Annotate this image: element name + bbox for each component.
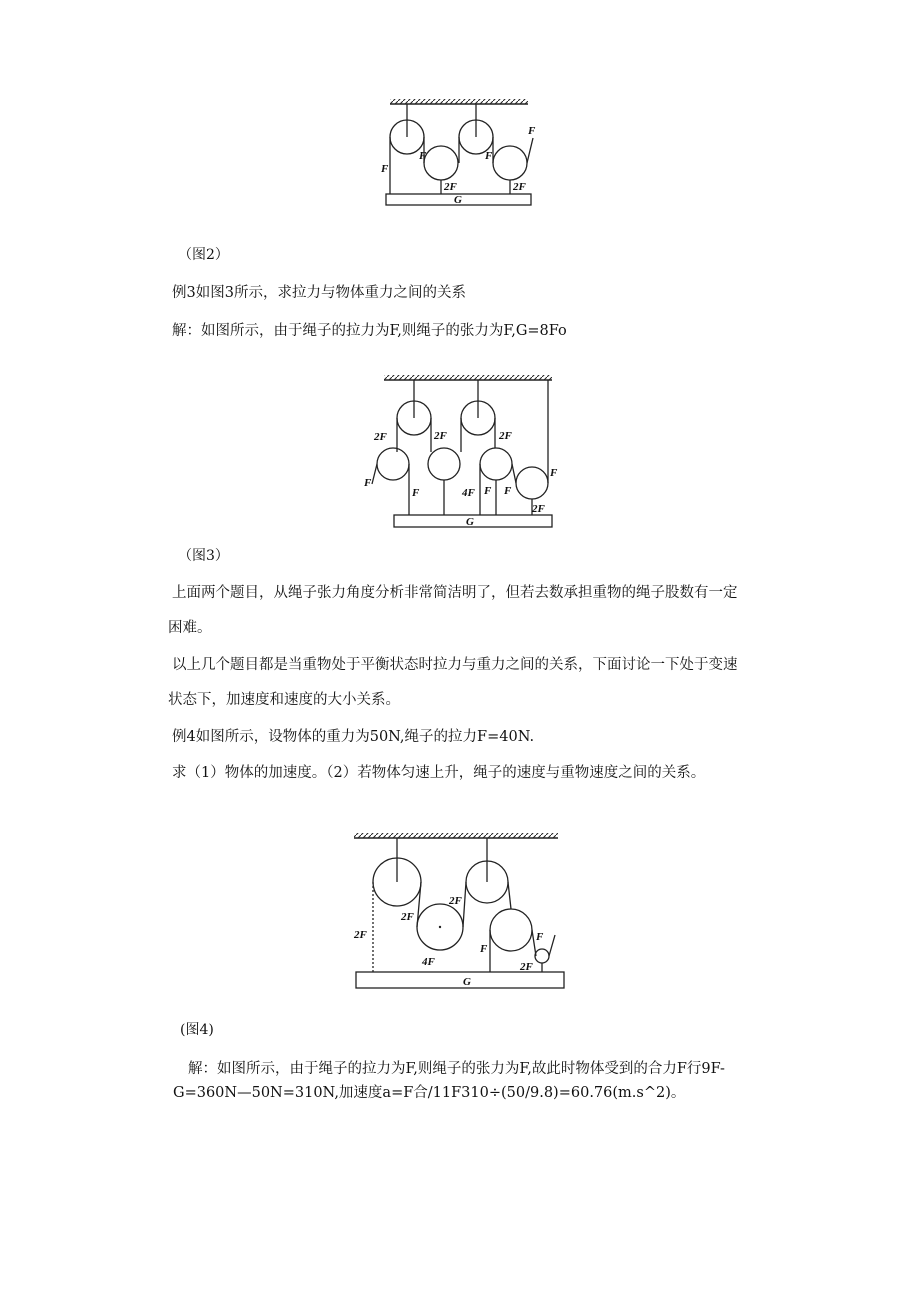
- text-line: 解：如图所示，由于绳子的拉力为F,则绳子的张力为F,故此时物体受到的合力F行9F-: [188, 1061, 725, 1077]
- discussion-paragraph-2: [168, 654, 738, 711]
- text-line: 上面两个题目，从绳子张力角度分析非常简洁明了，但若去数承担重物的绳子股数有一定: [172, 585, 738, 601]
- pulley: [428, 448, 460, 480]
- pulley: [493, 146, 527, 180]
- force-label: F: [550, 467, 558, 479]
- figure-3-caption: （图3）: [178, 548, 229, 564]
- force-label: 2F: [499, 430, 512, 442]
- figure-3: [362, 372, 562, 534]
- example-3-title: 例3如图3所示，求拉力与物体重力之间的关系: [172, 285, 466, 301]
- force-label: 2F: [532, 503, 545, 515]
- force-label: F: [504, 485, 512, 497]
- figure-4-caption: (图4): [180, 1022, 214, 1038]
- pulley: [516, 467, 548, 499]
- load-label: G: [463, 976, 471, 988]
- force-label: F: [485, 150, 493, 162]
- force-label: 4F: [462, 487, 475, 499]
- force-label: F: [381, 163, 389, 175]
- figure-2-diagram: [378, 96, 538, 211]
- force-label: 2F: [374, 431, 387, 443]
- text-line: G=360N—50N=310N,加速度a=F合/11F310÷(50/9.8)=60.76(m.s^2)。: [173, 1085, 686, 1101]
- force-label: F: [536, 931, 544, 943]
- force-label: 4F: [422, 956, 435, 968]
- figure-4: [346, 830, 571, 995]
- example-4-question: 求（1）物体的加速度。（2）若物体匀速上升，绳子的速度与重物速度之间的关系。: [172, 765, 706, 781]
- load-block: [356, 972, 564, 988]
- force-label: 2F: [513, 181, 526, 193]
- figure-2-caption: （图2）: [178, 247, 229, 263]
- figure-4-diagram: [346, 830, 571, 995]
- text-line: 状态下，加速度和速度的大小关系。: [168, 692, 400, 708]
- example-3-solution: 解：如图所示，由于绳子的拉力为F,则绳子的张力为F,G=8Fo: [172, 323, 567, 339]
- force-label: F: [364, 477, 372, 489]
- text-line: 以上几个题目都是当重物处于平衡状态时拉力与重力之间的关系，下面讨论一下处于变速: [172, 657, 738, 673]
- force-label: 2F: [354, 929, 367, 941]
- text-line: 困难。: [168, 620, 212, 636]
- figure-2: [378, 96, 538, 211]
- load-label: G: [454, 194, 462, 206]
- discussion-paragraph-1: [168, 582, 738, 639]
- example-4-title: 例4如图所示，设物体的重力为50N,绳子的拉力F=40N.: [172, 729, 535, 745]
- load-label: G: [466, 516, 474, 528]
- force-label: 2F: [520, 961, 533, 973]
- pulley: [424, 146, 458, 180]
- force-label: F: [528, 125, 536, 137]
- force-label: 2F: [444, 181, 457, 193]
- solution-4: [173, 1058, 725, 1104]
- force-label: 2F: [434, 430, 447, 442]
- force-label: F: [412, 487, 420, 499]
- pulley: [480, 448, 512, 480]
- force-label: 2F: [401, 911, 414, 923]
- force-label: F: [484, 485, 492, 497]
- small-pulley: [535, 949, 549, 963]
- pulley: [377, 448, 409, 480]
- pulley-center: [439, 926, 441, 928]
- force-label: 2F: [449, 895, 462, 907]
- force-label: F: [419, 150, 427, 162]
- force-label: F: [480, 943, 488, 955]
- pulley: [490, 909, 532, 951]
- figure-3-diagram: [362, 372, 562, 534]
